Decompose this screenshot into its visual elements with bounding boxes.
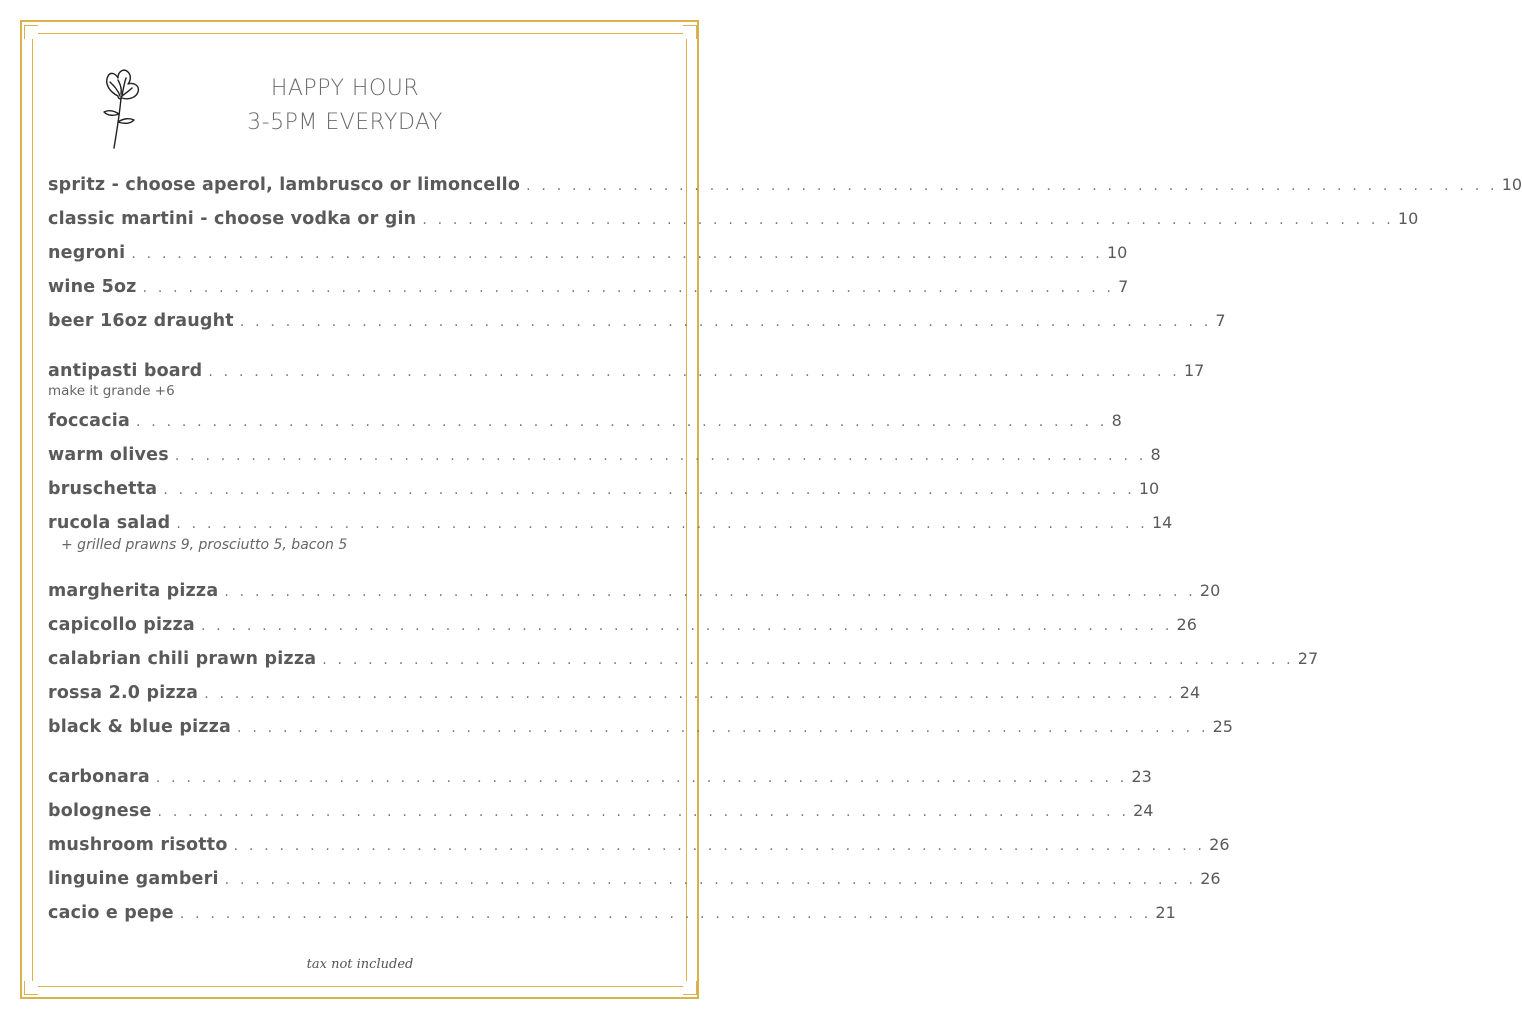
menu-item-name: bolognese — [48, 801, 152, 821]
leader-dots: . . . . . . . . . . . . . . . . . . . . . . . . . . . . . . . . . . . . . . . . . . . . . . . . . . . . . . . . . . . . . . . . — [204, 686, 1176, 702]
menu-title: HAPPY HOUR — [270, 76, 420, 101]
menu-item — [48, 304, 1226, 338]
menu-item — [48, 760, 1152, 794]
menu-item — [48, 202, 1419, 236]
menu-item-price: 8 — [1111, 411, 1122, 430]
menu-item-price: 20 — [1199, 581, 1221, 600]
menu-item-price: 7 — [1215, 311, 1226, 330]
menu-item-price: 8 — [1150, 445, 1161, 464]
menu-item-price: 21 — [1155, 903, 1176, 922]
menu-item — [48, 794, 1154, 828]
leader-dots: . . . . . . . . . . . . . . . . . . . . . . . . . . . . . . . . . . . . . . . . . . . . . . . . . . . . . . . . . . . . . . . . — [163, 482, 1135, 498]
section-gap — [48, 744, 660, 760]
corner-ornament-top-right — [683, 25, 697, 39]
flower-icon — [96, 66, 146, 150]
menu-item — [48, 236, 1128, 270]
menu-item — [48, 828, 1230, 862]
menu-item-name: mushroom risotto — [48, 835, 228, 855]
menu-item — [48, 574, 1221, 608]
menu-item-price: 26 — [1176, 615, 1197, 634]
leader-dots: . . . . . . . . . . . . . . . . . . . . . . . . . . . . . . . . . . . . . . . . . . . . . . . . . . . . . . . . . . . . . . . . — [526, 178, 1498, 194]
leader-dots: . . . . . . . . . . . . . . . . . . . . . . . . . . . . . . . . . . . . . . . . . . . . . . . . . . . . . . . . . . . . . . . . — [422, 212, 1394, 228]
menu-item-name: wine 5oz — [48, 277, 137, 297]
menu-item-name: negroni — [48, 243, 126, 263]
menu-item-name: rucola salad — [48, 513, 171, 533]
corner-ornament-bottom-left — [24, 981, 38, 995]
leader-dots: . . . . . . . . . . . . . . . . . . . . . . . . . . . . . . . . . . . . . . . . . . . . . . . . . . . . . . . . . . . . . . . . — [155, 770, 1128, 786]
menu-item-price: 14 — [1151, 513, 1173, 532]
menu-list — [48, 168, 1522, 930]
leader-dots: . . . . . . . . . . . . . . . . . . . . . . . . . . . . . . . . . . . . . . . . . . . . . . . . . . . . . . . . . . . . . . . . — [239, 314, 1212, 330]
menu-item — [48, 862, 1221, 896]
menu-item-name: cacio e pepe — [48, 903, 174, 923]
leader-dots: . . . . . . . . . . . . . . . . . . . . . . . . . . . . . . . . . . . . . . . . . . . . . . . . . . . . . . . . . . . . . . . . — [322, 652, 1294, 668]
menu-item — [48, 642, 1319, 676]
leader-dots: . . . . . . . . . . . . . . . . . . . . . . . . . . . . . . . . . . . . . . . . . . . . . . . . . . . . . . . . . . . . . . . . — [179, 906, 1152, 922]
menu-item-price: 10 — [1106, 243, 1128, 262]
menu-item — [48, 896, 1176, 930]
menu-item — [48, 404, 1122, 438]
menu-item-name: rossa 2.0 pizza — [48, 683, 199, 703]
menu-item-price: 26 — [1200, 869, 1221, 888]
menu-item-price: 26 — [1209, 835, 1230, 854]
menu-item-price: 7 — [1118, 277, 1129, 296]
menu-item-name: black & blue pizza — [48, 717, 232, 737]
leader-dots: . . . . . . . . . . . . . . . . . . . . . . . . . . . . . . . . . . . . . . . . . . . . . . . . . . . . . . . . . . . . . . . . — [142, 280, 1115, 296]
menu-item — [48, 676, 1201, 710]
menu-item-name: capicollo pizza — [48, 615, 195, 635]
leader-dots: . . . . . . . . . . . . . . . . . . . . . . . . . . . . . . . . . . . . . . . . . . . . . . . . . . . . . . . . . . . . . . . . — [237, 720, 1209, 736]
menu-item-name: linguine gamberi — [48, 869, 219, 889]
menu-item-price: 10 — [1397, 209, 1419, 228]
menu-item-name: warm olives — [48, 445, 169, 465]
menu-item-name: calabrian chili prawn pizza — [48, 649, 317, 669]
leader-dots: . . . . . . . . . . . . . . . . . . . . . . . . . . . . . . . . . . . . . . . . . . . . . . . . . . . . . . . . . . . . . . . . — [224, 584, 1196, 600]
leader-dots: . . . . . . . . . . . . . . . . . . . . . . . . . . . . . . . . . . . . . . . . . . . . . . . . . . . . . . . . . . . . . . . . — [233, 838, 1206, 854]
menu-item-name: spritz - choose aperol, lambrusco or limoncello — [48, 175, 521, 195]
menu-item — [48, 506, 1173, 540]
menu-item-price: 23 — [1131, 767, 1152, 786]
menu-item-price: 25 — [1212, 717, 1233, 736]
menu-item — [48, 710, 1233, 744]
menu-item — [48, 608, 1197, 642]
menu-item-price: 17 — [1183, 361, 1205, 380]
menu-item-price: 24 — [1179, 683, 1201, 702]
menu-item — [48, 472, 1160, 506]
menu-item-price: 24 — [1133, 801, 1154, 820]
menu-item-price: 10 — [1138, 479, 1160, 498]
leader-dots: . . . . . . . . . . . . . . . . . . . . . . . . . . . . . . . . . . . . . . . . . . . . . . . . . . . . . . . . . . . . . . . . — [176, 516, 1148, 532]
menu-item-name: beer 16oz draught — [48, 311, 234, 331]
menu-item-note: make it grande +6 — [48, 383, 175, 399]
corner-ornament-top-left — [24, 25, 38, 39]
leader-dots: . . . . . . . . . . . . . . . . . . . . . . . . . . . . . . . . . . . . . . . . . . . . . . . . . . . . . . . . . . . . . . . . — [157, 804, 1130, 820]
corner-ornament-bottom-right — [683, 981, 697, 995]
leader-dots: . . . . . . . . . . . . . . . . . . . . . . . . . . . . . . . . . . . . . . . . . . . . . . . . . . . . . . . . . . . . . . . . — [131, 246, 1103, 262]
menu-item-name: bruschetta — [48, 479, 158, 499]
section-gap — [48, 338, 660, 354]
leader-dots: . . . . . . . . . . . . . . . . . . . . . . . . . . . . . . . . . . . . . . . . . . . . . . . . . . . . . . . . . . . . . . . . — [208, 364, 1180, 380]
menu-subtitle: 3-5PM EVERYDAY — [247, 110, 443, 135]
menu-item-name: foccacia — [48, 411, 130, 431]
leader-dots: . . . . . . . . . . . . . . . . . . . . . . . . . . . . . . . . . . . . . . . . . . . . . . . . . . . . . . . . . . . . . . . . — [174, 448, 1147, 464]
tax-note: tax not included — [306, 957, 414, 972]
menu-item-name: classic martini - choose vodka or gin — [48, 209, 417, 229]
menu-item-name: carbonara — [48, 767, 150, 787]
leader-dots: . . . . . . . . . . . . . . . . . . . . . . . . . . . . . . . . . . . . . . . . . . . . . . . . . . . . . . . . . . . . . . . . — [135, 414, 1108, 430]
leader-dots: . . . . . . . . . . . . . . . . . . . . . . . . . . . . . . . . . . . . . . . . . . . . . . . . . . . . . . . . . . . . . . . . — [200, 618, 1173, 634]
section-gap — [48, 558, 660, 574]
menu-item — [48, 438, 1161, 472]
menu-item-name: margherita pizza — [48, 581, 219, 601]
menu-item-name: antipasti board — [48, 361, 203, 381]
menu-item — [48, 168, 1522, 202]
menu-item-addons: + grilled prawns 9, prosciutto 5, bacon 5 — [61, 537, 348, 553]
leader-dots: . . . . . . . . . . . . . . . . . . . . . . . . . . . . . . . . . . . . . . . . . . . . . . . . . . . . . . . . . . . . . . . . — [224, 872, 1197, 888]
menu-item — [48, 270, 1129, 304]
menu-item-price: 10 — [1501, 175, 1522, 194]
menu-item-price: 27 — [1297, 649, 1319, 668]
